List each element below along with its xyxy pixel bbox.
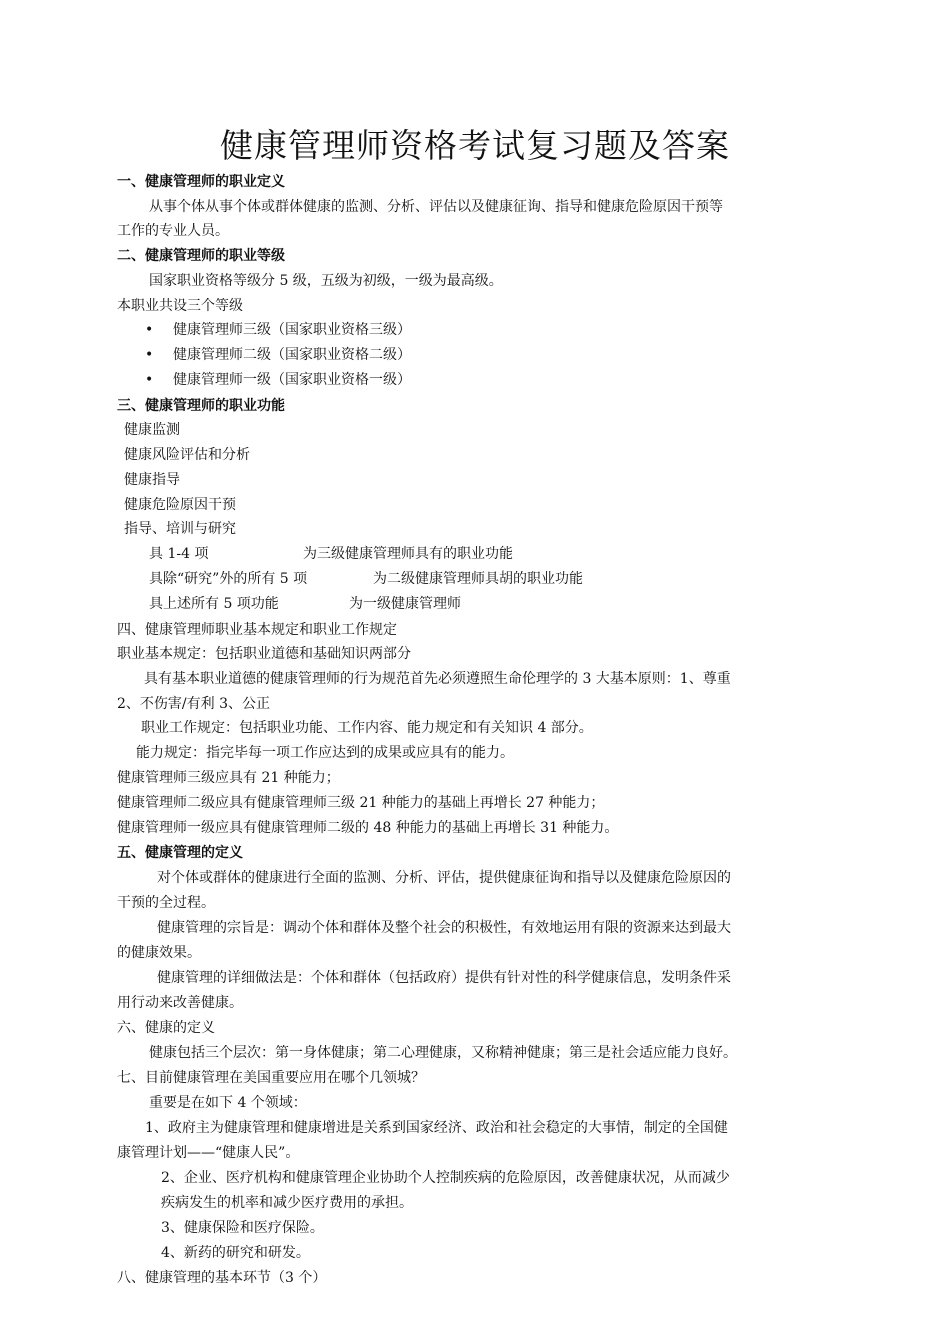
section-5-text: 干预的全过程。: [117, 895, 215, 911]
section-7-text: 3、健康保险和医疗保险。: [161, 1220, 324, 1236]
section-5-heading: 五、健康管理的定义: [117, 845, 243, 861]
section-7-text: 重要是在如下 4 个领域：: [149, 1095, 307, 1111]
function-item: 健康风险评估和分析: [124, 447, 250, 463]
level-row: [149, 594, 847, 614]
section-7-text: 康管理计划——“健康人民”。: [117, 1145, 300, 1161]
section-4-text: 2、不伤害/有利 3、公正: [117, 696, 270, 712]
section-4-text: 健康管理师二级应具有健康管理师三级 21 种能力的基础上再增长 27 种能力；: [117, 795, 605, 811]
function-item: 指导、培训与研究: [124, 521, 236, 537]
function-item: 健康监测: [124, 422, 180, 438]
section-2-text: 本职业共设三个等级: [117, 298, 243, 314]
section-4-text: 职业工作规定：包括职业功能、工作内容、能力规定和有关知识 4 部分。: [141, 720, 593, 736]
list-item: [145, 320, 847, 340]
section-5-text: 健康管理的宗旨是：调动个体和群体及整个社会的积极性，有效地运用有限的资源来达到最大: [157, 920, 731, 936]
section-4-heading: 四、健康管理师职业基本规定和职业工作规定: [117, 622, 397, 638]
section-5-text: 用行动来改善健康。: [117, 995, 243, 1011]
section-6-heading: 六、健康的定义: [117, 1020, 215, 1036]
section-7-text: 1、政府主为健康管理和健康增进是关系到国家经济、政治和社会稳定的大事情，制定的全国健: [145, 1120, 728, 1136]
section-3-heading: 三、健康管理师的职业功能: [117, 398, 285, 414]
section-1-heading: 一、健康管理师的职业定义: [117, 174, 285, 190]
section-6-text: 健康包括三个层次：第一身体健康；第二心理健康，又称精神健康；第三是社会适应能力良好。: [149, 1045, 737, 1061]
section-7-text: 2、企业、医疗机构和健康管理企业协助个人控制疾病的危险原因，改善健康状况，从而减少: [161, 1170, 730, 1186]
function-item: 健康危险原因干预: [124, 497, 236, 513]
section-1-text: 从事个体从事个体或群体健康的监测、分析、评估以及健康征询、指导和健康危险原因干预等: [149, 199, 723, 215]
level-row-scope: 具除“研究”外的所有 5 项: [149, 571, 308, 587]
section-5-text: 的健康效果。: [117, 945, 201, 961]
document-title: 健康管理师资格考试复习题及答案: [220, 126, 730, 165]
list-item: [145, 370, 847, 390]
level-row-scope: 具上述所有 5 项功能: [149, 596, 279, 612]
section-4-text: 健康管理师三级应具有 21 种能力；: [117, 770, 340, 786]
section-4-text: 职业基本规定：包括职业道德和基础知识两部分: [117, 646, 411, 662]
section-7-heading: 七、目前健康管理在美国重要应用在哪个几领城？: [117, 1070, 425, 1086]
bullet: •: [145, 372, 154, 388]
section-2-text: 国家职业资格等级分 5 级，五级为初级，一级为最高级。: [149, 273, 503, 289]
bullet: •: [145, 347, 154, 363]
section-4-text: 健康管理师一级应具有健康管理师二级的 48 种能力的基础上再增长 31 种能力。: [117, 820, 619, 836]
level-row-desc: 为二级健康管理师具胡的职业功能: [373, 571, 583, 587]
section-8-heading: 八、健康管理的基本环节（3 个）: [117, 1270, 327, 1286]
list-item-text: 健康管理师二级（国家职业资格二级）: [173, 347, 411, 363]
list-item: [145, 345, 847, 365]
function-item: 健康指导: [124, 472, 180, 488]
section-2-heading: 二、健康管理师的职业等级: [117, 248, 285, 264]
section-7-text: 4、新药的研究和研发。: [161, 1245, 310, 1261]
section-4-text: 具有基本职业道德的健康管理师的行为规范首先必须遵照生命伦理学的 3 大基本原则：1、尊重: [144, 671, 731, 687]
bullet: •: [145, 322, 154, 338]
list-item-text: 健康管理师一级（国家职业资格一级）: [173, 372, 411, 388]
level-row-desc: 为一级健康管理师: [349, 596, 461, 612]
section-1-text: 工作的专业人员。: [117, 223, 229, 239]
section-4-text: 能力规定：指完毕每一项工作应达到的成果或应具有的能力。: [136, 745, 514, 761]
level-row-desc: 为三级健康管理师具有的职业功能: [303, 546, 513, 562]
section-5-text: 健康管理的详细做法是：个体和群体（包括政府）提供有针对性的科学健康信息，发明条件采: [157, 970, 731, 986]
section-7-text: 疾病发生的机率和减少医疗费用的承担。: [161, 1195, 413, 1211]
section-5-text: 对个体或群体的健康进行全面的监测、分析、评估，提供健康征询和指导以及健康危险原因的: [157, 870, 731, 886]
level-row-scope: 具 1-4 项: [149, 546, 209, 562]
list-item-text: 健康管理师三级（国家职业资格三级）: [173, 322, 411, 338]
